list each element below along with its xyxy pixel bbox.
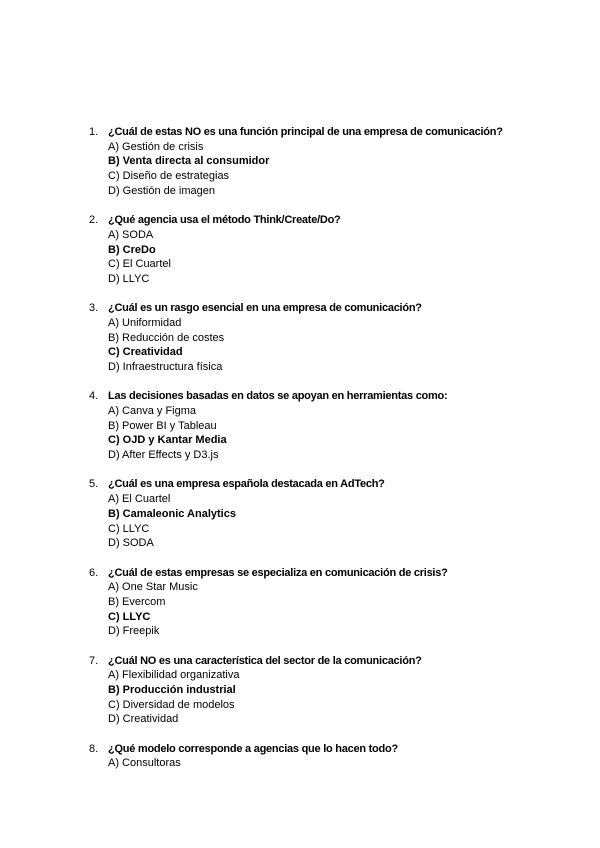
answer-option: A) Canva y Figma — [108, 405, 197, 418]
answer-option: D) Gestión de imagen — [108, 184, 215, 197]
quiz-question-list — [89, 125, 559, 786]
answer-option: A) SODA — [108, 228, 154, 241]
answer-options — [108, 756, 559, 771]
answer-option: D) Freepik — [108, 625, 160, 638]
answer-option: D) Creatividad — [108, 713, 179, 726]
answer-option: A) Uniformidad — [108, 316, 182, 329]
question-text: ¿Cuál de estas NO es una función principal de una empresa de comunicación? — [108, 126, 503, 138]
answer-options — [108, 404, 559, 463]
answer-option: D) After Effects y D3.js — [108, 449, 219, 462]
question-number: 7. — [89, 654, 99, 667]
answer-option: A) One Star Music — [108, 581, 198, 594]
answer-option-correct: B) CreDo — [108, 243, 156, 256]
answer-options — [108, 580, 559, 639]
answer-options — [108, 492, 559, 551]
answer-option: C) El Cuartel — [108, 258, 171, 271]
answer-option: D) SODA — [108, 537, 154, 550]
question-text: ¿Qué modelo corresponde a agencias que lo hacen todo? — [108, 742, 398, 755]
question-number: 2. — [89, 214, 99, 227]
answer-option: C) LLYC — [108, 522, 150, 535]
question-text: ¿Cuál es una empresa española destacada en AdTech? — [108, 478, 385, 491]
question-text: ¿Qué agencia usa el método Think/Create/Do? — [108, 214, 341, 227]
answer-option: A) Gestión de crisis — [108, 140, 204, 153]
question-text: ¿Cuál NO es una característica del sector de la comunicación? — [108, 654, 422, 667]
question-number: 5. — [89, 478, 99, 491]
question-item — [89, 389, 559, 463]
answer-option-correct: C) Creatividad — [108, 346, 183, 359]
question-item — [89, 742, 559, 771]
answer-option-correct: C) LLYC — [108, 610, 151, 623]
question-item — [89, 477, 559, 551]
answer-options — [108, 140, 559, 199]
question-text: ¿Cuál es un rasgo esencial en una empresa de comunicación? — [108, 302, 422, 315]
answer-option: C) Diversidad de modelos — [108, 698, 235, 711]
answer-option-correct: B) Venta directa al consumidor — [108, 155, 270, 168]
question-item — [89, 125, 559, 199]
question-item — [89, 213, 559, 287]
answer-option: D) Infraestructura física — [108, 361, 223, 374]
question-number: 8. — [89, 742, 99, 755]
answer-option-correct: C) OJD y Kantar Media — [108, 434, 227, 447]
answer-option: D) LLYC — [108, 272, 150, 285]
question-text: ¿Cuál de estas empresas se especializa en comunicación de crisis? — [108, 566, 448, 579]
answer-option: A) Consultoras — [108, 757, 181, 770]
answer-options — [108, 316, 559, 375]
answer-option-correct: B) Producción industrial — [108, 684, 236, 697]
question-item — [89, 566, 559, 640]
answer-options — [108, 228, 559, 287]
question-number: 6. — [89, 566, 99, 579]
question-number: 4. — [89, 390, 99, 403]
answer-option-correct: B) Camaleonic Analytics — [108, 507, 236, 520]
question-item — [89, 654, 559, 728]
question-number: 3. — [89, 302, 99, 315]
answer-option: A) Flexibilidad organizativa — [108, 669, 240, 682]
answer-option: B) Evercom — [108, 595, 166, 608]
answer-option: C) Diseño de estrategias — [108, 170, 230, 183]
answer-option: B) Power BI y Tableau — [108, 419, 217, 432]
answer-option: B) Reducción de costes — [108, 331, 225, 344]
question-text: Las decisiones basadas en datos se apoyan en herramientas como: — [108, 390, 448, 403]
question-item — [89, 301, 559, 375]
answer-option: A) El Cuartel — [108, 493, 171, 506]
answer-options — [108, 668, 559, 727]
question-number: 1. — [89, 126, 99, 138]
